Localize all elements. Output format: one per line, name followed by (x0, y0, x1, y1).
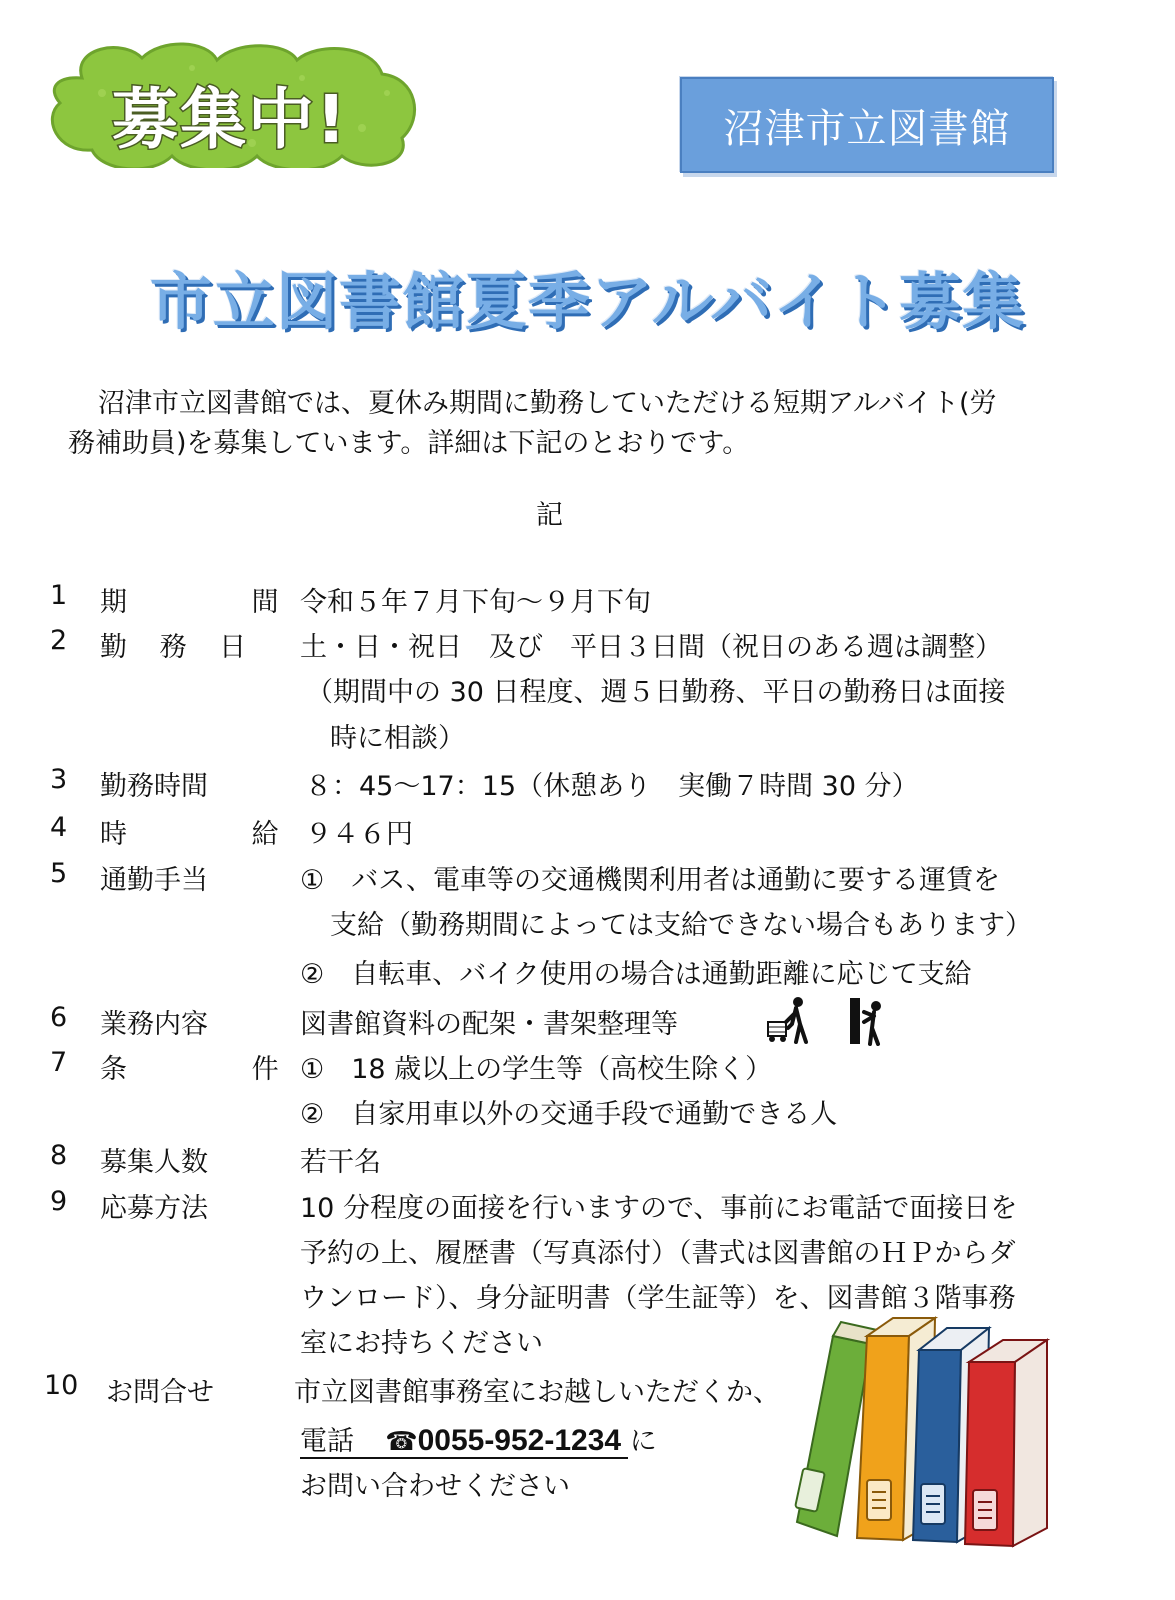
item-number: 4 (50, 812, 68, 843)
item-value: ① バス、電車等の交通機関利用者は通勤に要する運賃を (300, 865, 1001, 896)
recruiting-badge (42, 38, 422, 168)
item-number: 5 (50, 858, 68, 889)
worker-cart-icon (768, 997, 806, 1042)
phone-suffix: に (629, 1426, 657, 1457)
item-value: ② 自転車、バイク使用の場合は通勤距離に応じて支給 (300, 959, 972, 990)
item-number: 9 (50, 1186, 68, 1217)
shelving-icon (850, 998, 881, 1044)
library-name-box (680, 77, 1054, 173)
item-value: ② 自家用車以外の交通手段で通勤できる人 (300, 1099, 838, 1130)
phone-icon: ☎ (385, 1427, 418, 1457)
item-label: 期 間 (100, 587, 337, 618)
item-value: 室にお持ちください (300, 1328, 543, 1359)
item-value: 令和５年７月下旬～９月下旬 (300, 587, 651, 618)
item-label: お問合せ (106, 1377, 214, 1408)
item-number: 1 (50, 580, 68, 611)
item-value: 若干名 (300, 1147, 381, 1178)
item-value: ８：45～17：15（休憩あり 実働７時間 30 分） (305, 771, 919, 802)
item-value: 土・日・祝日 及び 平日３日間（祝日のある週は調整） (300, 632, 1002, 663)
item-value: 支給（勤務期間によっては支給できない場合もあります） (330, 910, 1032, 941)
page-title: 市立図書館夏季アルバイト募集 (149, 265, 1026, 338)
phone-underline (300, 1457, 628, 1459)
item-label: 条 件 (100, 1054, 337, 1085)
item-number: 7 (50, 1047, 68, 1078)
item-label: 業務内容 (100, 1009, 208, 1040)
item-label: 勤 務 日 (100, 632, 259, 663)
item-number: 6 (50, 1002, 68, 1033)
item-number: 10 (44, 1370, 79, 1401)
item-value: ウンロード）、身分証明書（学生証等）を、図書館３階事務 (300, 1283, 1016, 1314)
item-number: 3 (50, 764, 68, 795)
item-value: ① 18 歳以上の学生等（高校生除く） (300, 1054, 773, 1085)
intro-line-1: 沼津市立図書館では、夏休み期間に勤務していただける短期アルバイト(労 (98, 388, 997, 419)
item-value: 予約の上、履歴書（写真添付）（書式は図書館のＨＰからダ (300, 1238, 1016, 1269)
item-number: 8 (50, 1140, 68, 1171)
phone-prefix: 電話 (300, 1426, 354, 1457)
item-value: 10 分程度の面接を行いますので、事前にお電話で面接日を (300, 1193, 1018, 1224)
ki-heading: 記 (536, 500, 563, 531)
item-value: （期間中の 30 日程度、週５日勤務、平日の勤務日は面接 (306, 677, 1006, 708)
badge-text: 募集中! (112, 81, 349, 158)
library-name: 沼津市立図書館 (723, 105, 1011, 152)
item-value: 時に相談） (330, 723, 465, 754)
item-label: 通勤手当 (100, 865, 208, 896)
item-value: ９４６円 (305, 819, 413, 850)
item-label: 応募方法 (100, 1193, 208, 1224)
item-value: お問い合わせください (300, 1471, 570, 1502)
item-label: 募集人数 (100, 1147, 208, 1178)
books-illustration (785, 1300, 1070, 1550)
phone-number[interactable]: 0055-952-1234 (417, 1424, 622, 1457)
item-value: 図書館資料の配架・書架整理等 (300, 1009, 678, 1040)
worker-icons (766, 994, 890, 1046)
contact-phone-line (300, 1419, 657, 1458)
item-value: 市立図書館事務室にお越しいただくか、 (294, 1377, 780, 1408)
item-label: 時 給 (100, 819, 337, 850)
item-label: 勤務時間 (100, 771, 208, 802)
item-number: 2 (50, 625, 68, 656)
red-book-icon (965, 1340, 1047, 1546)
intro-line-2: 務補助員)を募集しています。詳細は下記のとおりです。 (68, 428, 750, 459)
